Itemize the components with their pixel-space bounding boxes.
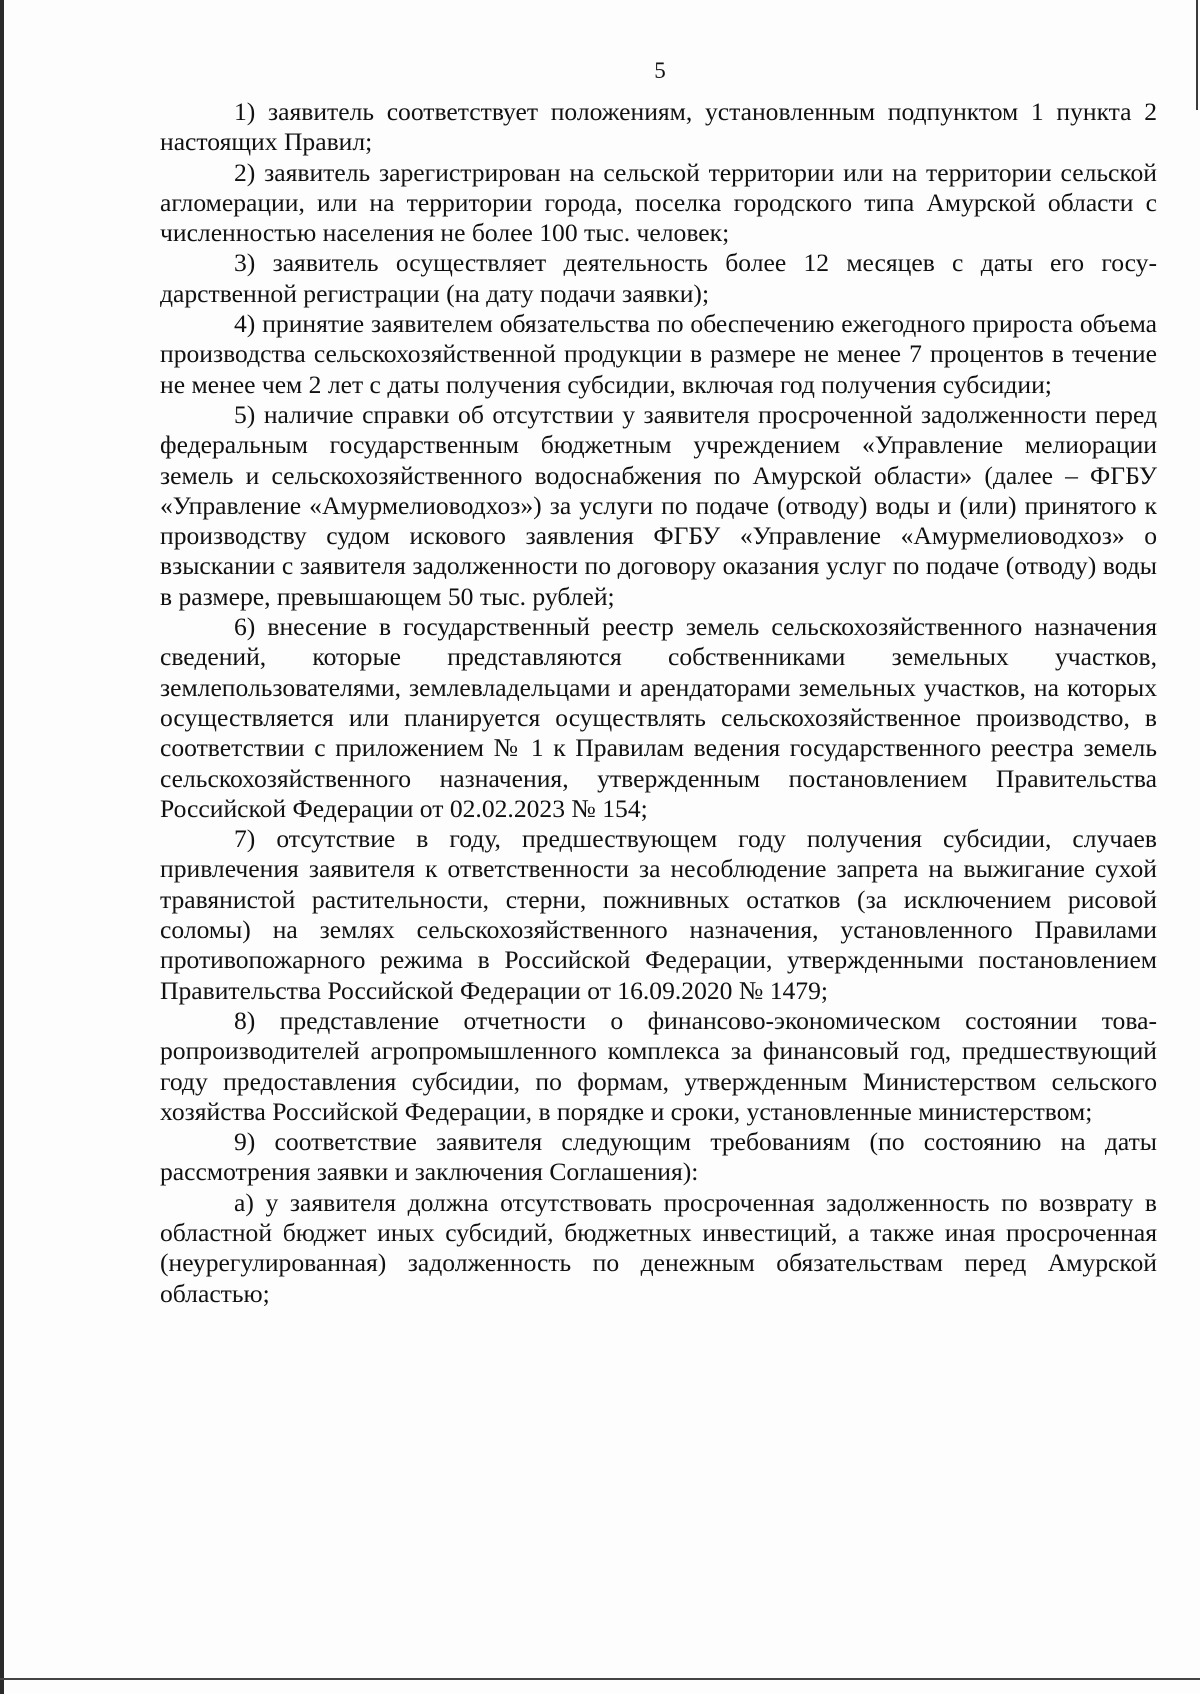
document-body	[160, 97, 1157, 1309]
paragraph-item-6: 6) внесение в государственный реестр земель сельскохозяйственного назначения сведений, которые представляются собственниками земельных участков, землепользователями, землевладельцами и арендаторами земельных участков, на которых осуществляется или планируется осуществлять сельскохозяйственное производство, в соответствии с приложением № 1 к Правилам ведения государственного реестра земель сельскохозяйственного назначения, утвержденным постановлением Правительства Российской Федерации от 02.02.2023 № 154;	[160, 612, 1157, 823]
paragraph-item-9: 9) соответствие заявителя следующим требованиям (по состоянию на даты рассмотрения заявки и заключения Соглашения):	[160, 1127, 1157, 1187]
paragraph-item-1: 1) заявитель соответствует положениям, установленным подпунктом 1 пункта 2 настоящих Правил;	[160, 97, 1157, 157]
paragraph-item-3: 3) заявитель осуществляет деятельность более 12 месяцев с даты его государственной регистрации (на дату подачи заявки);	[160, 248, 1157, 308]
scan-edge-right	[1196, 0, 1198, 110]
paragraph-item-7: 7) отсутствие в году, предшествующем году получения субсидии, случаев привлечения заявителя к ответственности за несоблюдение запрета на выжигание сухой травянистой растительности, стерни, пожнивных остатков (за исключением рисовой соломы) на землях сельскохозяйственного назначения, установленного Правилами противопожарного режима в Российской Федерации, утвержденными постановлением Правительства Российской Федерации от 16.09.2020 № 1479;	[160, 824, 1157, 1005]
paragraph-item-2: 2) заявитель зарегистрирован на сельской территории или на территории сельской агломерации, или на территории города, поселка городского типа Амурской области с численностью населения не более 100 тыс. человек;	[160, 157, 1157, 248]
paragraph-item-5: 5) наличие справки об отсутствии у заявителя просроченной задолженности перед федеральным государственным бюджетным учреждением «Управление мелиорации земель и сельскохозяйственного водоснабжения по Амурской области» (далее – ФГБУ «Управление «Амурмелиоводхоз») за услуги по подаче (отводу) воды и (или) принятого к производству судом искового заявления ФГБУ «Управление «Амурмелиоводхоз» о взыскании с заявителя задолженности по договору оказания услуг по подаче (отводу) воды в размере, превышающем 50 тыс. рублей;	[160, 399, 1157, 611]
paragraph-item-8: 8) представление отчетности о финансово-экономическом состоянии товаропроизводителей агропромышленного комплекса за финансовый год, предшествующий году предоставления субсидии, по формам, утвержденным Министерством сельского хозяйства Российской Федерации, в порядке и сроки, установленные министерством;	[160, 1005, 1157, 1126]
scan-edge-left	[0, 0, 4, 1694]
page-number: 5	[654, 58, 666, 83]
paragraph-subitem-a: а) у заявителя должна отсутствовать просроченная задолженность по возврату в областной бюджет иных субсидий, бюджетных инвестиций, а также иная просроченная (неурегулированная) задолженность по денежным обязательствам перед Амурской областью;	[160, 1187, 1157, 1308]
paragraph-item-4: 4) принятие заявителем обязательства по обеспечению ежегодного прироста объема производства сельскохозяйственной продукции в размере не менее 7 процентов в течение не менее чем 2 лет с даты получения субсидии, включая год получения субсидии;	[160, 309, 1157, 399]
scan-edge-bottom	[0, 1678, 1200, 1680]
